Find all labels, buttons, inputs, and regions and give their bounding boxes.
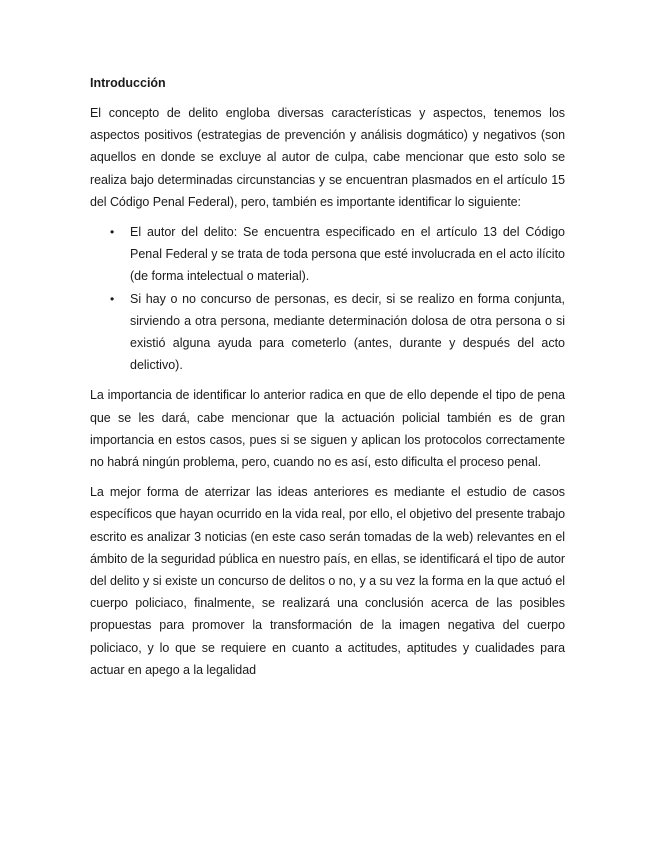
objective-paragraph: La mejor forma de aterrizar las ideas anteriores es mediante el estudio de casos específicos que hayan ocurrido en la vida real, por ello, el objetivo del presente trabajo escrito es analizar 3 noticias (en este caso serán tomadas de la web) relevantes en el ámbito de la seguridad pública en nuestro país, en ellas, se identificará el tipo de autor del delito y si existe un concurso de delitos o no, y a su vez la forma en la que actuó el cuerpo policiaco, finalmente, se realizará una conclusión acerca de las posibles propuestas para promover la transformación de la imagen negativa del cuerpo policiaco, y lo que se requiere en cuanto a actitudes, aptitudes y cualidades para actuar en apego a la legalidad — [90, 485, 565, 677]
importance-paragraph: La importancia de identificar lo anterior radica en que de ello depende el tipo de pena que se les dará, cabe mencionar que la actuación policial también es de gran importancia en estos casos, pues si se siguen y aplican los protocolos correctamente no habrá ningún problema, pero, cuando no es así, esto dificulta el proceso penal. — [90, 388, 565, 470]
list-item — [90, 288, 565, 377]
document-page — [90, 74, 565, 689]
section-heading: Introducción — [90, 76, 166, 90]
list-item — [90, 221, 565, 288]
bullet-icon: • — [110, 291, 115, 306]
bullet-icon: • — [110, 225, 115, 240]
intro-paragraph: El concepto de delito engloba diversas características y aspectos, tenemos los aspectos positivos (estrategias de prevención y análisis dogmático) y negativos (son aquellos en donde se excluye al autor de culpa, cabe mencionar que esto solo se realiza bajo determinadas circunstancias y se encuentran plasmados en el artículo 15 del Código Penal Federal), pero, también es importante identificar lo siguiente: — [90, 106, 565, 209]
bullet-list — [90, 221, 565, 376]
list-item-text: El autor del delito: Se encuentra especificado en el artículo 13 del Código Penal Federal y se trata de toda persona que esté involucrada en el acto ilícito (de forma intelectual o material). — [130, 225, 565, 284]
list-item-text: Si hay o no concurso de personas, es decir, si se realizo en forma conjunta, sirviendo a otra persona, mediante determinación dolosa de otra persona o si existió alguna ayuda para cometerlo (antes, durante y después del acto delictivo). — [130, 291, 565, 373]
